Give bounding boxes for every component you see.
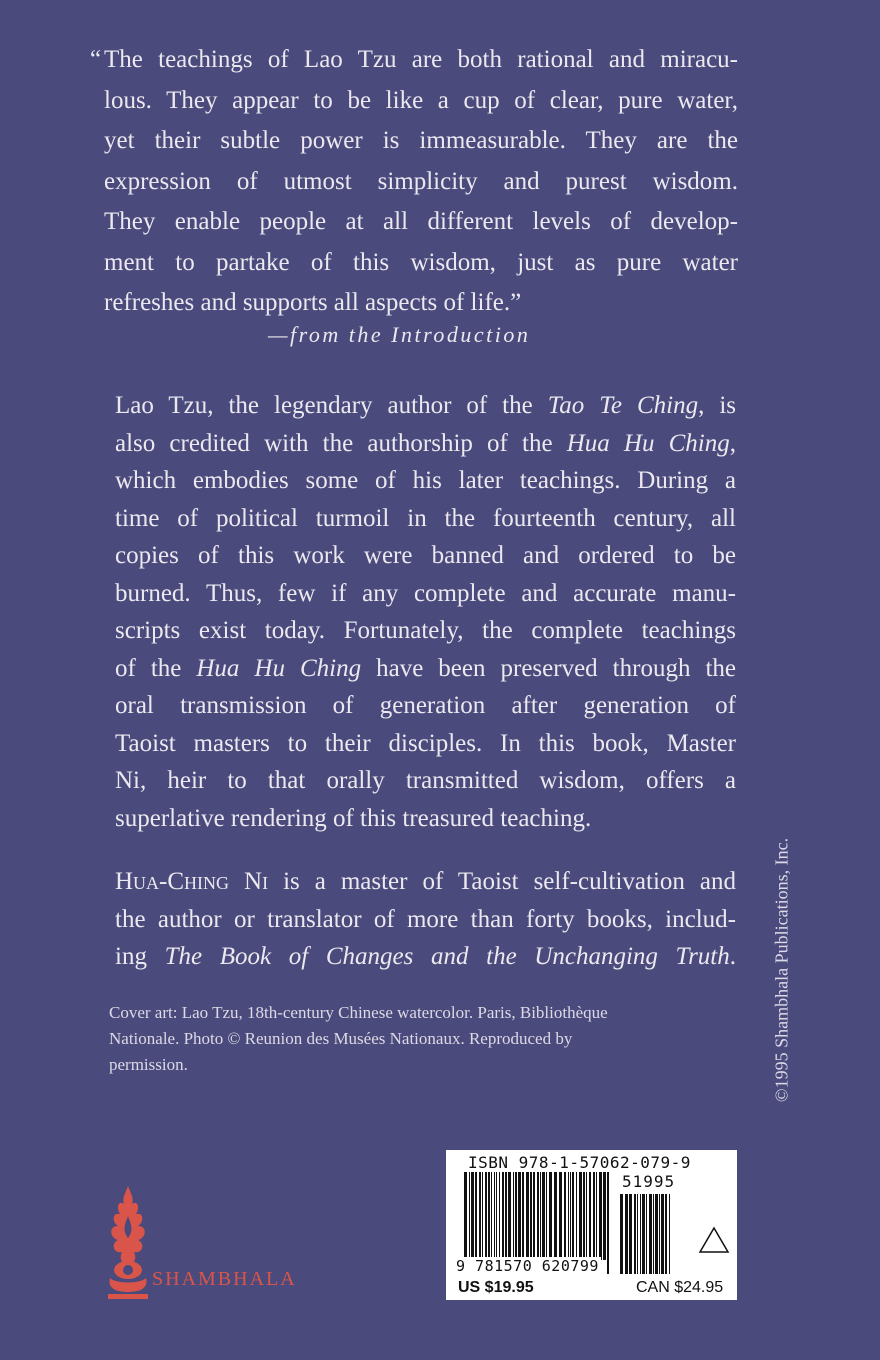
description-line: [115, 800, 736, 838]
author-bio-text: is a master of Taoist self-cultivation and: [268, 868, 737, 895]
quote-line: They enable people at all different levels of develop-: [104, 208, 738, 235]
description-text: have been preserved through the: [361, 654, 736, 682]
triangle-icon: [698, 1226, 730, 1254]
quote-attribution: —from the Introduction: [268, 322, 531, 347]
description-line: [115, 650, 736, 688]
book-description: [115, 387, 736, 837]
description-text: Lao Tzu, the legendary author of the: [115, 392, 548, 419]
description-line: [115, 387, 736, 425]
description-text: burned. Thus, few if any complete and accurate manu-: [115, 579, 736, 607]
description-line: [115, 762, 736, 800]
author-bio-line: the author or translator of more than forty books, includ-: [115, 905, 736, 933]
can-price: CAN $24.95: [636, 1279, 724, 1296]
description-line: [115, 725, 736, 763]
description-line: [115, 425, 736, 463]
open-quote-mark: “: [90, 46, 102, 73]
publisher-name: SHAMBHALA: [152, 1268, 297, 1290]
credit-line: permission.: [109, 1055, 188, 1074]
description-line: [115, 575, 736, 613]
author-name: Hua-Ching Ni: [115, 868, 269, 895]
description-line: [115, 537, 736, 575]
description-text: also credited with the authorship of the: [115, 429, 567, 457]
book-title: The Book of Changes and the Unchanging Truth: [164, 943, 730, 970]
isbn-text: ISBN 978-1-57062-079-9: [468, 1153, 691, 1172]
description-line: [115, 462, 736, 500]
copyright-text: ©1995 Shambhala Publications, Inc.: [771, 837, 792, 1103]
book-title: Hua Hu Ching: [566, 429, 730, 457]
author-bio-line: [115, 938, 736, 976]
description-text: Taoist masters to their disciples. In this book, Master: [115, 729, 736, 757]
book-title: Tao Te Ching: [547, 392, 699, 419]
barcode-label: [446, 1150, 737, 1300]
description-line: [115, 687, 736, 725]
quote-line: yet their subtle power is immeasurable. They are the: [104, 127, 738, 154]
author-bio-line: [115, 863, 736, 901]
quote-line: refreshes and supports all aspects of life.”: [104, 289, 522, 316]
author-bio-text: .: [729, 943, 736, 970]
us-price: US $19.95: [458, 1279, 534, 1296]
quote-line: lous. They appear to be like a cup of clear, pure water,: [104, 86, 738, 114]
description-line: [115, 500, 736, 538]
description-text: superlative rendering of this treasured teaching.: [115, 804, 592, 832]
cover-credits: [109, 1000, 729, 1078]
description-text: copies of this work were banned and ordered to be: [115, 542, 736, 569]
book-title: Hua Hu Ching: [196, 654, 362, 682]
barcode-digits: 9 781570 620799: [456, 1257, 599, 1275]
credit-line: Nationale. Photo © Reunion des Musées Nationaux. Reproduced by: [109, 1029, 573, 1048]
credit-line: Cover art: Lao Tzu, 18th-century Chinese watercolor. Paris, Bibliothèque: [109, 1003, 608, 1022]
description-text: scripts exist today. Fortunately, the complete teachings: [115, 617, 736, 644]
quote-line: expression of utmost simplicity and purest wisdom.: [104, 167, 738, 195]
quote-line: ment to partake of this wisdom, just as pure water: [104, 248, 738, 276]
description-text: Ni, heir to that orally transmitted wisdom, offers a: [115, 767, 736, 794]
price-code: 51995: [622, 1172, 676, 1191]
author-bio-text: ing: [115, 943, 165, 970]
description-text: , is: [698, 392, 736, 419]
description-line: [115, 612, 736, 650]
description-text: of the: [115, 654, 197, 682]
author-bio: [115, 863, 736, 976]
description-text: oral transmission of generation after generation of: [115, 692, 736, 719]
quote-line: The teachings of Lao Tzu are both rational and miracu-: [104, 46, 738, 73]
description-text: ,: [729, 429, 736, 457]
description-text: which embodies some of his later teachings. During a: [115, 467, 736, 494]
copyright-notice: [762, 800, 802, 1140]
description-text: time of political turmoil in the fourteenth century, all: [115, 504, 736, 532]
pull-quote: [90, 40, 738, 324]
price-barcode: [620, 1194, 670, 1274]
shambhala-flame-logo-icon: [100, 1186, 156, 1304]
